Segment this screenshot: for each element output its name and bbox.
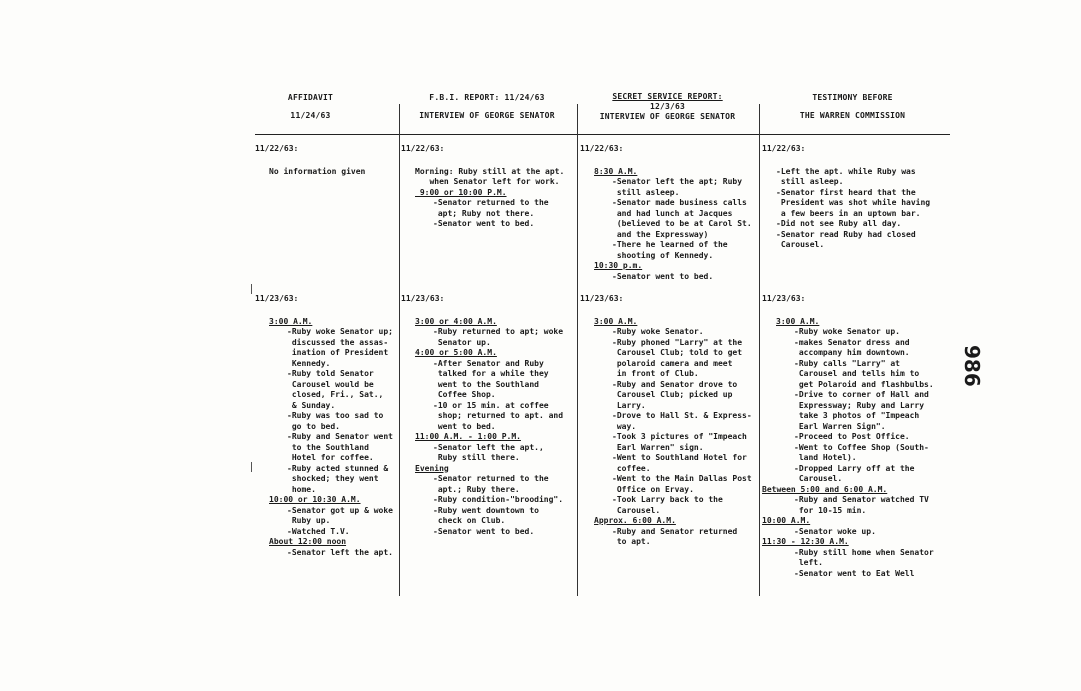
entry-line: ination of President	[287, 348, 389, 357]
entry-line: Carousel would be	[287, 379, 374, 389]
time-heading: 4:00 or 5:00 A.M.	[415, 348, 497, 357]
entry-line: Carousel Club; told to get	[612, 348, 743, 357]
entry-line: way.	[612, 421, 637, 431]
entry-line: -Senator went to bed.	[433, 219, 535, 228]
time-heading: 10:00 A.M.	[762, 516, 811, 525]
entry-line: Carousel Club; picked up	[612, 390, 733, 399]
header-rule	[255, 134, 950, 135]
entry-line: -Proceed to Post Office.	[794, 432, 910, 441]
entry-line: apt; Ruby not there.	[433, 208, 535, 218]
entry-section	[580, 294, 758, 548]
entry-line: Carousel.	[794, 474, 843, 483]
column-secret-service	[580, 144, 758, 546]
entry-line: shooting of Kennedy.	[612, 250, 714, 260]
entry-line: Carousel and tells him to	[794, 369, 920, 378]
date-label: 11/22/63:	[762, 144, 806, 153]
entry-line: -Ruby was too sad to	[287, 411, 384, 420]
entry-line: discussed the assas-	[287, 337, 389, 347]
entry-line: & Sunday.	[287, 400, 336, 410]
entry-line: -Ruby and Senator returned	[612, 526, 738, 536]
header-line: THE WARREN COMMISSION	[799, 111, 906, 120]
time-heading: 3:00 A.M.	[269, 316, 313, 326]
entry-line: -Ruby woke Senator.	[612, 327, 704, 336]
entry-line: -Ruby returned to apt; woke	[433, 327, 564, 336]
entry-line: -makes Senator dress and	[794, 337, 910, 347]
entry-line: Earl Warren" sign.	[612, 442, 704, 452]
entry-line: -Ruby and Senator went	[287, 432, 393, 441]
entry-line: -Dropped Larry off at the	[794, 463, 915, 473]
entry-line: Larry.	[612, 400, 646, 410]
entry-line: -Went to Southland Hotel for	[612, 453, 747, 462]
entry-line: -Drove to Hall St. & Express-	[612, 411, 752, 420]
entry-line: -10 or 15 min. at coffee	[433, 400, 549, 410]
entry-group	[401, 317, 576, 538]
entry-line: to apt.	[612, 537, 651, 546]
header-line: TESTIMONY BEFORE	[812, 93, 893, 102]
entry-line: -Senator left the apt.	[287, 547, 393, 557]
time-heading: 8:30 A.M.	[594, 166, 638, 176]
entry-line: -Left the apt. while Ruby was	[776, 166, 916, 176]
entry-line: -Senator got up & woke	[287, 505, 393, 515]
entry-group	[762, 167, 952, 251]
entry-line: Coffee Shop.	[433, 390, 496, 399]
column-divider	[577, 104, 578, 596]
header-fbi	[402, 92, 572, 122]
time-heading: 11:30 - 12:30 A.M.	[762, 537, 849, 546]
entry-line: -After Senator and Ruby	[433, 358, 544, 368]
entry-group	[762, 317, 952, 580]
entry-line: -Took 3 pictures of "Impeach	[612, 432, 747, 441]
time-heading: 10:00 or 10:30 A.M.	[269, 495, 361, 504]
entry-line: Carousel.	[612, 505, 661, 515]
entry-line: -Senator read Ruby had closed	[776, 229, 916, 239]
header-line: F.B.I. REPORT: 11/24/63	[429, 93, 545, 102]
entry-line: -Senator made business calls	[612, 198, 747, 207]
date-label: 11/22/63:	[401, 144, 445, 153]
entry-line: polaroid camera and meet	[612, 358, 733, 368]
entry-line: shocked; they went	[287, 474, 379, 483]
entry-line: coffee.	[612, 463, 651, 473]
entry-line: -Ruby and Senator drove to	[612, 379, 738, 389]
entry-line: closed, Fri., Sat.,	[287, 390, 384, 399]
entry-line: still asleep.	[612, 187, 680, 197]
entry-line: went to the Southland	[433, 379, 539, 389]
time-heading: About 12:00 noon	[269, 537, 347, 546]
entry-line: accompany him downtown.	[794, 348, 910, 357]
entry-line: -Senator went to bed.	[433, 526, 535, 536]
entry-line: -Senator returned to the	[433, 198, 549, 207]
column-fbi	[401, 144, 576, 536]
entry-line: check on Club.	[433, 516, 506, 525]
header-line: SECRET SERVICE REPORT:	[612, 92, 723, 101]
entry-line: -Senator left the apt; Ruby	[612, 177, 743, 186]
date-label: 11/22/63:	[255, 144, 299, 153]
entry-group	[255, 167, 397, 178]
entry-line: apt.; Ruby there.	[433, 484, 520, 494]
entry-line: Carousel.	[776, 240, 825, 249]
column-divider	[399, 104, 400, 596]
entry-line: talked for a while they	[433, 369, 549, 378]
entry-line: go to bed.	[287, 421, 340, 431]
time-heading: 9:00 or 10:00 P.M.	[415, 187, 507, 197]
entry-section	[255, 294, 397, 558]
entry-line: -Ruby phoned "Larry" at the	[612, 337, 743, 347]
entry-line: shop; returned to apt. and	[433, 411, 564, 420]
column-affidavit	[255, 144, 397, 557]
header-line: 12/3/63	[649, 102, 686, 111]
time-heading: 10:30 p.m.	[594, 261, 643, 270]
entry-line: -Ruby still home when Senator	[794, 547, 934, 557]
entry-group	[580, 167, 758, 283]
column-warren	[762, 144, 952, 578]
entry-line: -Ruby acted stunned &	[287, 463, 389, 473]
entry-group	[255, 317, 397, 559]
entry-line: in front of Club.	[612, 369, 699, 378]
entry-line: Senator up.	[433, 337, 491, 347]
entry-line: No information given	[269, 166, 366, 176]
entry-line: Ruby still there.	[433, 453, 520, 462]
margin-tick	[251, 284, 252, 294]
entry-line: -Ruby condition-"brooding".	[433, 495, 564, 504]
entry-line: get Polaroid and flashbulbs.	[794, 379, 934, 389]
entry-line: -Watched T.V.	[287, 526, 350, 536]
entry-line: when Senator left for work.	[415, 177, 560, 186]
entry-line: President was shot while having	[776, 198, 931, 207]
entry-line: -Went to the Main Dallas Post	[612, 474, 752, 483]
entry-line: -There he learned of the	[612, 240, 728, 249]
entry-line: and had lunch at Jacques	[612, 208, 733, 218]
entry-line: -Ruby told Senator	[287, 369, 374, 378]
entry-line: -Senator woke up.	[794, 526, 876, 536]
date-label: 11/22/63:	[580, 144, 624, 153]
entry-line: -Senator left the apt.,	[433, 442, 544, 452]
header-line: INTERVIEW OF GEORGE SENATOR	[419, 111, 555, 120]
entry-line: Morning: Ruby still at the apt.	[415, 166, 565, 176]
entry-section	[762, 294, 952, 579]
entry-line: (believed to be at Carol St.	[612, 219, 752, 228]
margin-tick	[251, 462, 252, 472]
date-label: 11/23/63:	[762, 294, 806, 303]
page-number: 986	[960, 345, 984, 387]
entry-line: -Did not see Ruby all day.	[776, 219, 902, 228]
date-label: 11/23/63:	[401, 294, 445, 303]
entry-line: -Senator went to bed.	[612, 271, 714, 281]
entry-line: land Hotel).	[794, 453, 857, 462]
entry-section	[401, 294, 576, 537]
entry-line: a few beers in an uptown bar.	[776, 208, 921, 218]
entry-line: -Ruby went downtown to	[433, 505, 539, 515]
entry-line: left.	[794, 558, 823, 567]
entry-line: -Senator went to Eat Well	[794, 568, 915, 578]
entry-line: Office on Ervay.	[612, 484, 694, 494]
date-label: 11/23/63:	[255, 294, 299, 303]
time-heading: 3:00 A.M.	[776, 316, 820, 326]
entry-line: -Ruby and Senator watched TV	[794, 495, 929, 504]
entry-line: went to bed.	[433, 421, 496, 431]
date-label: 11/23/63:	[580, 294, 624, 303]
header-secret-service	[580, 92, 755, 122]
header-affidavit	[258, 92, 363, 122]
entry-line: -Senator returned to the	[433, 474, 549, 483]
entry-line: -Went to Coffee Shop (South-	[794, 442, 929, 452]
time-heading: Between 5:00 and 6:00 A.M.	[762, 484, 888, 494]
column-divider	[759, 104, 760, 596]
entry-line: still asleep.	[776, 177, 844, 186]
entry-line: Hotel for coffee.	[287, 453, 374, 462]
entry-line: Earl Warren Sign".	[794, 421, 886, 431]
time-heading: 3:00 or 4:00 A.M.	[415, 316, 497, 326]
entry-line: -Ruby woke Senator up.	[794, 327, 900, 336]
entry-group	[401, 167, 576, 230]
entry-line: Kennedy.	[287, 358, 331, 368]
entry-line: take 3 photos of "Impeach	[794, 411, 920, 420]
entry-line: to the Southland	[287, 442, 369, 452]
entry-line: home.	[287, 484, 316, 494]
time-heading: Approx. 6:00 A.M.	[594, 516, 676, 525]
entry-line: for 10-15 min.	[794, 505, 867, 515]
entry-line: -Ruby woke Senator up;	[287, 327, 393, 336]
header-line: INTERVIEW OF GEORGE SENATOR	[599, 112, 736, 121]
time-heading: 11:00 A.M. - 1:00 P.M.	[415, 432, 521, 441]
header-warren	[785, 92, 920, 122]
header-line: 11/24/63	[290, 111, 331, 120]
entry-line: -Senator first heard that the	[776, 187, 916, 197]
time-heading: 3:00 A.M.	[594, 316, 638, 326]
header-line: AFFIDAVIT	[287, 93, 334, 102]
entry-line: -Took Larry back to the	[612, 495, 723, 504]
time-heading: Evening	[415, 463, 449, 473]
entry-line: Expressway; Ruby and Larry	[794, 400, 925, 410]
entry-line: and the Expressway)	[612, 229, 709, 239]
entry-group	[580, 317, 758, 548]
entry-line: Ruby up.	[287, 516, 331, 525]
entry-line: -Ruby calls "Larry" at	[794, 358, 900, 368]
entry-line: -Drive to corner of Hall and	[794, 390, 929, 399]
